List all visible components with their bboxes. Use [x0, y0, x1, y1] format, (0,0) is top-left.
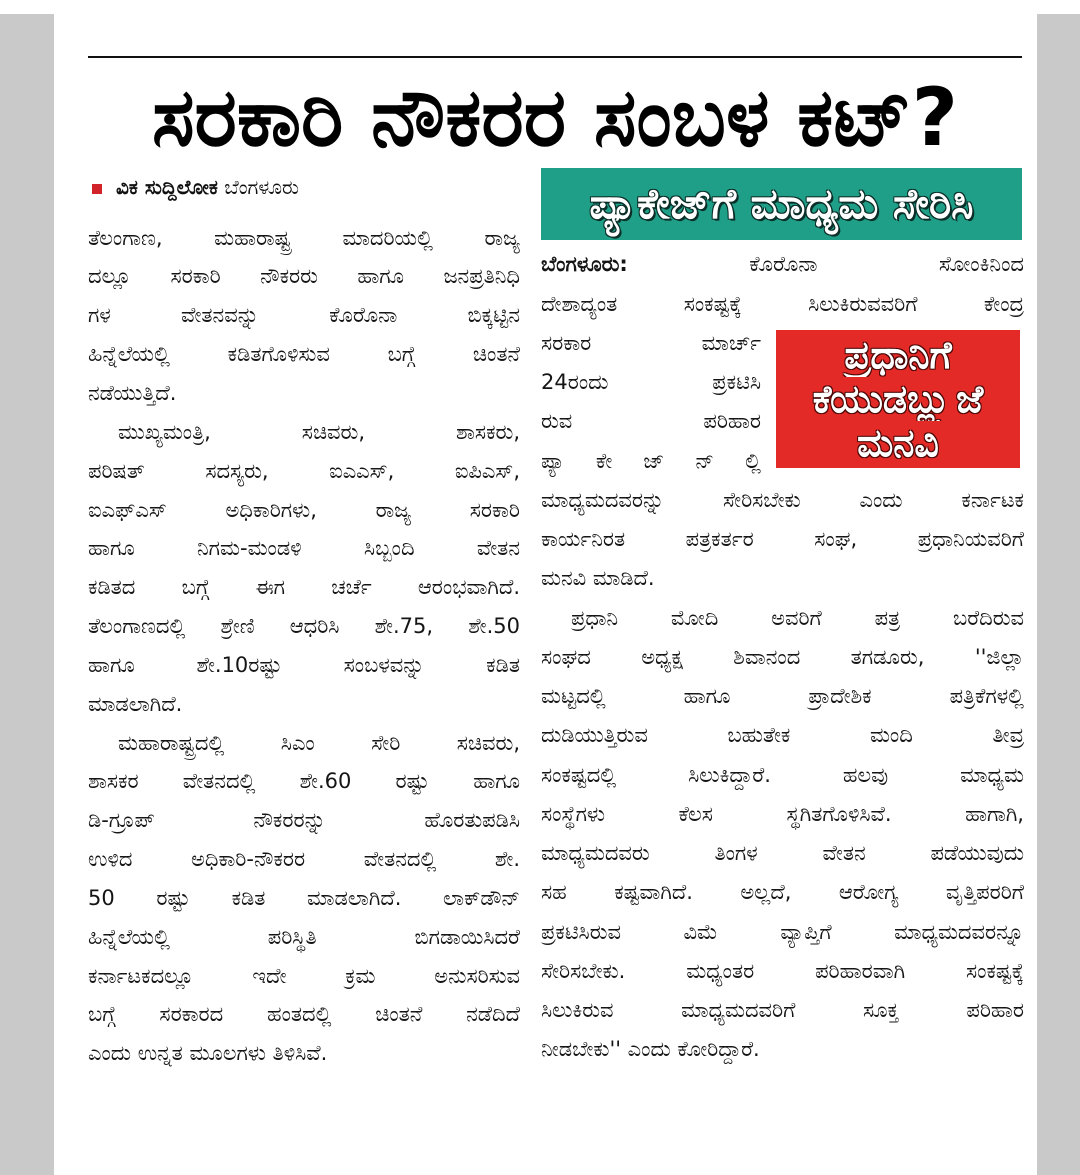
text-line: ಸೇರಿಸಬೇಕು. ಮಧ್ಯಂತರ ಪರಿಹಾರವಾಗಿ ಸಂಕಷ್ಟಕ್ಕೆ	[541, 958, 1024, 983]
text-line: ಪ್ರಧಾನಿ ಮೋದಿ ಅವರಿಗೆ ಪತ್ರ ಬರೆದಿರುವ	[571, 605, 1024, 630]
text-line: ಮಾಧ್ಯಮದವರು ತಿಂಗಳ ವೇತನ ಪಡೆಯುವುದು	[541, 841, 1024, 866]
text-line: ಬಗ್ಗೆ ಸರಕಾರದ ಹಂತದಲ್ಲಿ ಚಿಂತನೆ ನಡೆದಿದೆ	[88, 1002, 520, 1027]
text-line: ದಲ್ಲೂ ಸರಕಾರಿ ನೌಕರರು ಹಾಗೂ ಜನಪ್ರತಿನಿಧಿ	[88, 264, 520, 289]
text-line: ಐಎಫ್‌ಎಸ್ ಅಧಿಕಾರಿಗಳು, ರಾಜ್ಯ ಸರಕಾರಿ	[88, 497, 520, 522]
text-line: ಸಹ ಕಷ್ಟವಾಗಿದೆ. ಅಲ್ಲದೆ, ಆರೋಗ್ಯ ವೃತ್ತಿಪರರಿಗೆ	[541, 880, 1024, 905]
text-line: ಹಾಗೂ ನಿಗಮ-ಮಂಡಳಿ ಸಿಬ್ಬಂದಿ ವೇತನ	[88, 536, 520, 561]
text-line: ಮನವಿ ಮಾಡಿದೆ.	[541, 566, 655, 591]
text-line	[541, 245, 1024, 284]
right-story-title-box: ಪ್ಯಾಕೇಜ್‌ಗೆ ಮಾಧ್ಯಮ ಸೇರಿಸಿ	[541, 168, 1022, 240]
text-line: ಸಿಲುಕಿರುವ ಮಾಧ್ಯಮದವರಿಗೆ ಸೂಕ್ತ ಪರಿಹಾರ	[541, 998, 1024, 1023]
red-square-bullet-icon	[92, 184, 102, 194]
text-line: ಉಳಿದ ಅಧಿಕಾರಿ-ನೌಕರರ ವೇತನದಲ್ಲಿ ಶೇ.	[88, 847, 520, 872]
headline: ಸರಕಾರಿ ನೌಕರರ ಸಂಬಳ ಕಟ್?	[152, 71, 958, 164]
text-line: ದುಡಿಯುತ್ತಿರುವ ಬಹುತೇಕ ಮಂದಿ ತೀವ್ರ	[541, 723, 1024, 748]
byline	[88, 172, 520, 202]
text-line: ಸಂಸ್ಥೆಗಳು ಕೆಲಸ ಸ್ಥಗಿತಗೊಳಿಸಿವೆ. ಹಾಗಾಗಿ,	[541, 801, 1024, 826]
text-line: ಮಹಾರಾಷ್ಟ್ರದಲ್ಲಿ ಸಿಎಂ ಸೇರಿ ಸಚಿವರು,	[118, 730, 520, 755]
text-line: ತೆಲಂಗಾಣ, ಮಹಾರಾಷ್ಟ್ರ ಮಾದರಿಯಲ್ಲಿ ರಾಜ್ಯ	[88, 225, 520, 250]
sidebar-highlight-line: ಮನವಿ	[857, 421, 939, 465]
text-line: ಗಳ ವೇತನವನ್ನು ಕೊರೊನಾ ಬಿಕ್ಕಟ್ಟಿನ	[88, 303, 520, 328]
text-line: ದೇಶಾದ್ಯಂತ ಸಂಕಷ್ಟಕ್ಕೆ ಸಿಲುಕಿರುವವರಿಗೆ ಕೇಂದ್ರ	[541, 291, 1024, 316]
text-line: ಎಂದು ಉನ್ನತ ಮೂಲಗಳು ತಿಳಿಸಿವೆ.	[88, 1041, 328, 1066]
dateline: ಬೆಂಗಳೂರು:	[541, 252, 628, 277]
byline-place: ಬೆಂಗಳೂರು	[224, 175, 299, 199]
text-line: ಸರಕಾರ ಮಾರ್ಚ್	[541, 330, 761, 355]
text-line: 50 ರಷ್ಟು ಕಡಿತ ಮಾಡಲಾಗಿದೆ. ಲಾಕ್‌ಡೌನ್	[88, 885, 520, 910]
text-line: ಸಂಕಷ್ಟದಲ್ಲಿ ಸಿಲುಕಿದ್ದಾರೆ. ಹಲವು ಮಾಧ್ಯಮ	[541, 762, 1024, 787]
text-line: ಹಿನ್ನೆಲೆಯಲ್ಲಿ ಪರಿಸ್ಥಿತಿ ಬಿಗಡಾಯಿಸಿದರೆ	[88, 924, 520, 949]
text-line: ಕರ್ನಾಟಕದಲ್ಲೂ ಇದೇ ಕ್ರಮ ಅನುಸರಿಸುವ	[88, 963, 520, 988]
left-background-strip	[0, 14, 54, 1175]
sidebar-highlight-line: ಕೆಯುಡಬ್ಲ್ಯುಜೆ	[812, 377, 984, 421]
text-line: ನೀಡಬೇಕು'' ಎಂದು ಕೋರಿದ್ದಾರೆ.	[541, 1037, 760, 1062]
text-line: ಡಿ-ಗ್ರೂಪ್ ನೌಕರರನ್ನು ಹೊರತುಪಡಿಸಿ	[88, 808, 520, 833]
text-line: ಪ್ಯಾ ಕೇ ಜ್ ನ್ ಲ್ಲಿ	[541, 448, 761, 473]
text-line: ನಡೆಯುತ್ತಿದೆ.	[88, 380, 177, 405]
text-line: ಕಡಿತದ ಬಗ್ಗೆ ಈಗ ಚರ್ಚೆ ಆರಂಭವಾಗಿದೆ.	[88, 575, 520, 600]
text-line: ಸಂಘದ ಅಧ್ಯಕ್ಷ ಶಿವಾನಂದ ತಗಡೂರು, ''ಜಿಲ್ಲಾ	[541, 644, 1024, 669]
text-line: 24ರಂದು ಪ್ರಕಟಿಸಿ	[541, 370, 761, 395]
text-line: ತೆಲಂಗಾಣದಲ್ಲಿ ಶ್ರೇಣಿ ಆಧರಿಸಿ ಶೇ.75, ಶೇ.50	[88, 614, 520, 639]
text-line: ಶಾಸಕರ ವೇತನದಲ್ಲಿ ಶೇ.60 ರಷ್ಟು ಹಾಗೂ	[88, 769, 520, 794]
byline-source: ವಿಕ ಸುದ್ದಿಲೋಕ	[116, 175, 218, 199]
text-line-content: ಕೊರೊನಾ ಸೋಂಕಿನಿಂದ	[749, 252, 1024, 277]
text-line: ಹಿನ್ನೆಲೆಯಲ್ಲಿ ಕಡಿತಗೊಳಿಸುವ ಬಗ್ಗೆ ಚಿಂತನೆ	[88, 342, 520, 367]
text-line: ರುವ ಪರಿಹಾರ	[541, 409, 761, 434]
text-line: ಹಾಗೂ ಶೇ.10ರಷ್ಟು ಸಂಬಳವನ್ನು ಕಡಿತ	[88, 652, 520, 677]
sidebar-highlight-line: ಪ್ರಧಾನಿಗೆ	[844, 333, 952, 377]
text-line: ಕಾರ್ಯನಿರತ ಪತ್ರಕರ್ತರ ಸಂಘ, ಪ್ರಧಾನಿಯವರಿಗೆ	[541, 527, 1024, 552]
left-story-column	[88, 219, 520, 1074]
right-background-strip	[1037, 14, 1080, 1175]
text-line: ಮಾಧ್ಯಮದವರನ್ನು ಸೇರಿಸಬೇಕು ಎಂದು ಕರ್ನಾಟಕ	[541, 487, 1024, 512]
text-line: ಮುಖ್ಯಮಂತ್ರಿ, ಸಚಿವರು, ಶಾಸಕರು,	[118, 419, 520, 444]
text-line: ಪರಿಷತ್ ಸದಸ್ಯರು, ಐಎಎಸ್, ಐಪಿಎಸ್,	[88, 458, 520, 483]
text-line: ಮಾಡಲಾಗಿದೆ.	[88, 691, 183, 716]
text-line: ಪ್ರಕಟಿಸಿರುವ ವಿಮೆ ವ್ಯಾಪ್ತಿಗೆ ಮಾಧ್ಯಮದವರನ್ನೂ	[541, 919, 1024, 944]
text-line: ಮಟ್ಟದಲ್ಲಿ ಹಾಗೂ ಪ್ರಾದೇಶಿಕ ಪತ್ರಿಕೆಗಳಲ್ಲಿ	[541, 684, 1024, 709]
sidebar-highlight-box	[776, 330, 1020, 468]
top-rule	[88, 56, 1022, 58]
